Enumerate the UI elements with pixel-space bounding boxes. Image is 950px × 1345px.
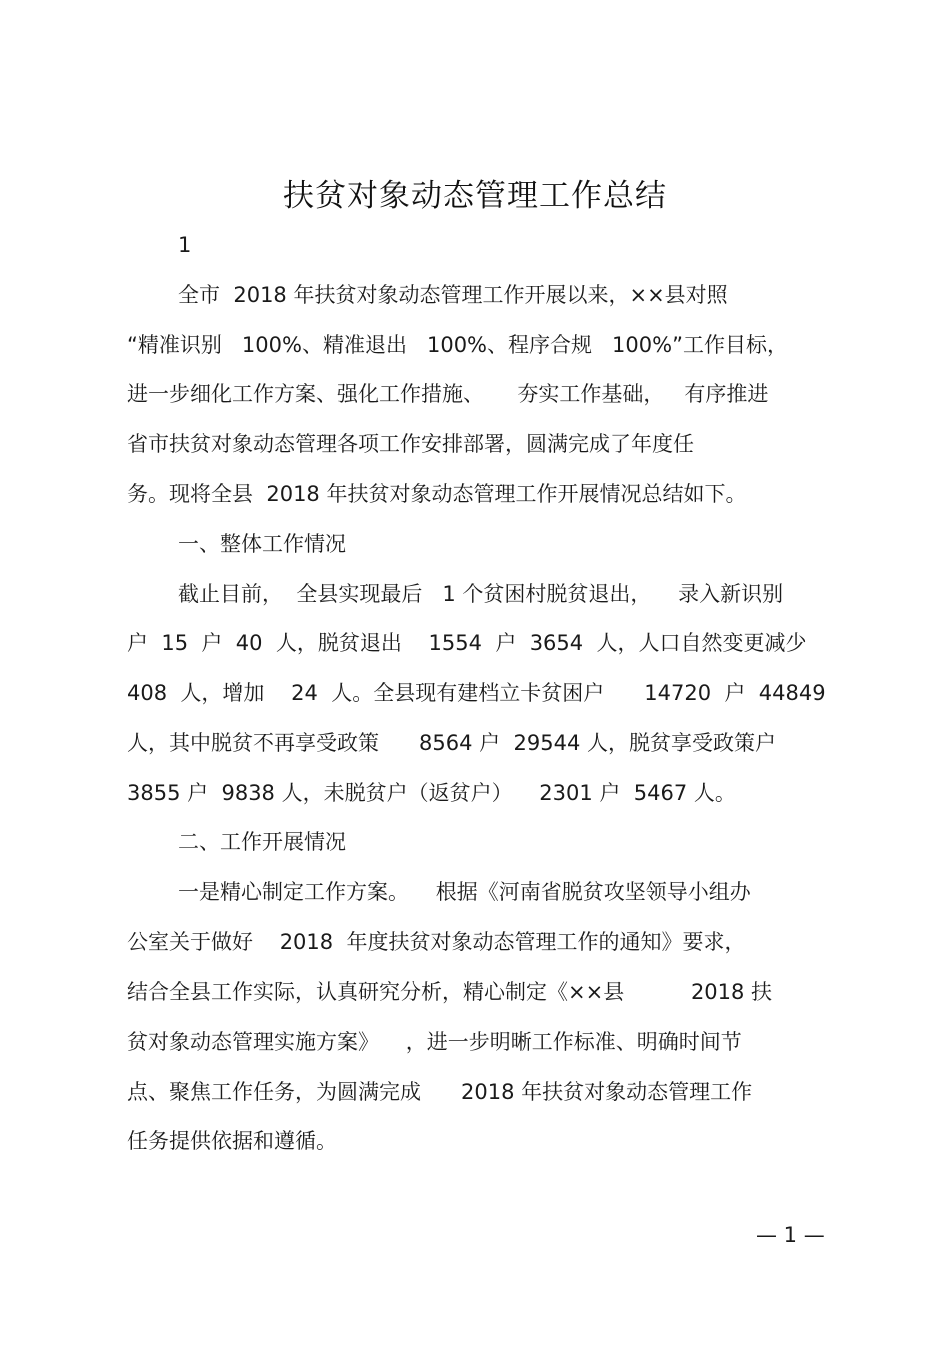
paragraph-line: 点、聚焦工作任务，为圆满完成 2018 年扶贫对象动态管理工作 — [127, 1080, 753, 1104]
document-title: 扶贫对象动态管理工作总结 — [283, 178, 667, 214]
section-number: 1 — [178, 233, 192, 257]
section-heading: 二、工作开展情况 — [178, 830, 346, 854]
paragraph-line: 人，其中脱贫不再享受政策 8564 户 29544 人，脱贫享受政策户 — [127, 731, 776, 755]
paragraph-line: 务。现将全县 2018 年扶贫对象动态管理工作开展情况总结如下。 — [127, 482, 747, 506]
paragraph-line: 3855 户 9838 人，未脱贫户（返贫户） 2301 户 5467 人。 — [127, 781, 736, 805]
paragraph-line: 截止目前， 全县实现最后 1 个贫困村脱贫退出， 录入新识别 — [178, 582, 784, 606]
paragraph-line: 户 15 户 40 人，脱贫退出 1554 户 3654 人，人口自然变更减少 — [127, 631, 807, 655]
paragraph-line: 公室关于做好 2018 年度扶贫对象动态管理工作的通知》要求， — [127, 930, 746, 954]
paragraph-line: 一是精心制定工作方案。 根据《河南省脱贫攻坚领导小组办 — [178, 880, 751, 904]
paragraph-line: 任务提供依据和遵循。 — [127, 1129, 337, 1153]
section-heading: 一、整体工作情况 — [178, 532, 346, 556]
paragraph-line: “精准识别 100%、精准退出 100%、程序合规 100%”工作目标， — [127, 333, 788, 357]
paragraph-line: 全市 2018 年扶贫对象动态管理工作开展以来，××县对照 — [178, 283, 728, 307]
page-number: — 1 — — [756, 1223, 825, 1247]
paragraph-line: 结合全县工作实际，认真研究分析，精心制定《××县 2018 扶 — [127, 980, 773, 1004]
paragraph-line: 进一步细化工作方案、强化工作措施、 夯实工作基础， 有序推进 — [127, 382, 769, 406]
paragraph-line: 408 人，增加 24 人。全县现有建档立卡贫困户 14720 户 44849 — [127, 681, 826, 705]
paragraph-line: 省市扶贫对象动态管理各项工作安排部署，圆满完成了年度任 — [127, 432, 694, 456]
paragraph-line: 贫对象动态管理实施方案》 ，进一步明晰工作标准、明确时间节 — [127, 1030, 742, 1054]
